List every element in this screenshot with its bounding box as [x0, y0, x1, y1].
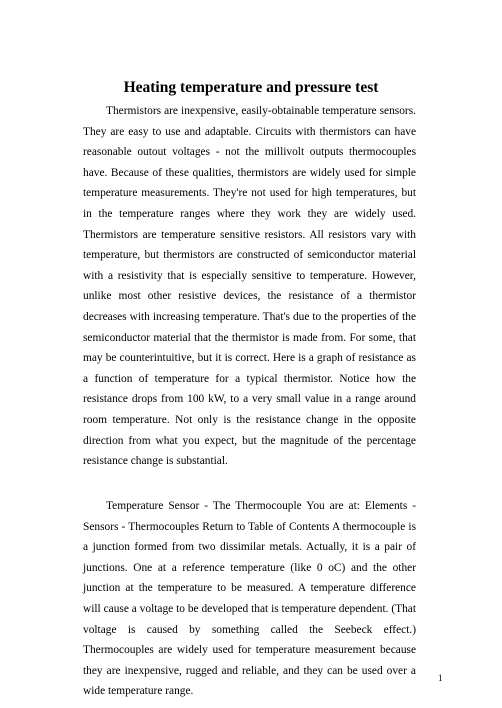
page-title: Heating temperature and pressure test: [123, 79, 379, 96]
paragraph-thermistors: Thermistors are inexpensive, easily-obtainable temperature sensors. They are easy to use and adaptable. Circuits with thermistors can have reasonable outout voltages - not the millivolt outputs thermocouples have. Because of these qualities, thermistors are widely used for simple temperature measurements. They're not used for high temperatures, but in the temperature ranges where they work they are widely used. Thermistors are temperature sensitive resistors. All resistors vary with temperature, but thermistors are constructed of semiconductor material with a resistivity that is especially sensitive to temperature. However, unlike most other resistive devices, the resistance of a thermistor decreases with increasing temperature. That's due to the properties of the semiconductor material that the thermistor is made from. For some, that may be counterintuitive, but it is correct. Here is a graph of resistance as a function of temperature for a typical thermistor. Notice how the resistance drops from 100 kW, to a very small value in a range around room temperature. Not only is the resistance change in the opposite direction from what you expect, but the magnitude of the percentage resistance change is substantial.: [83, 105, 416, 468]
paragraph-thermocouple: Temperature Sensor - The Thermocouple You are at: Elements - Sensors - Thermocouples Return to Table of Contents A thermocouple is a junction formed from two dissimilar metals. Actually, it is a pair of junctions. One at a reference temperature (like 0 oC) and the other junction at the temperature to be measured. A temperature difference will cause a voltage to be developed that is temperature dependent. (That voltage is caused by something called the Seebeck effect.) Thermocouples are widely used for temperature measurement because they are inexpensive, rugged and reliable, and they can be used over a wide temperature range.: [83, 500, 416, 698]
page-number: 1: [438, 673, 443, 683]
